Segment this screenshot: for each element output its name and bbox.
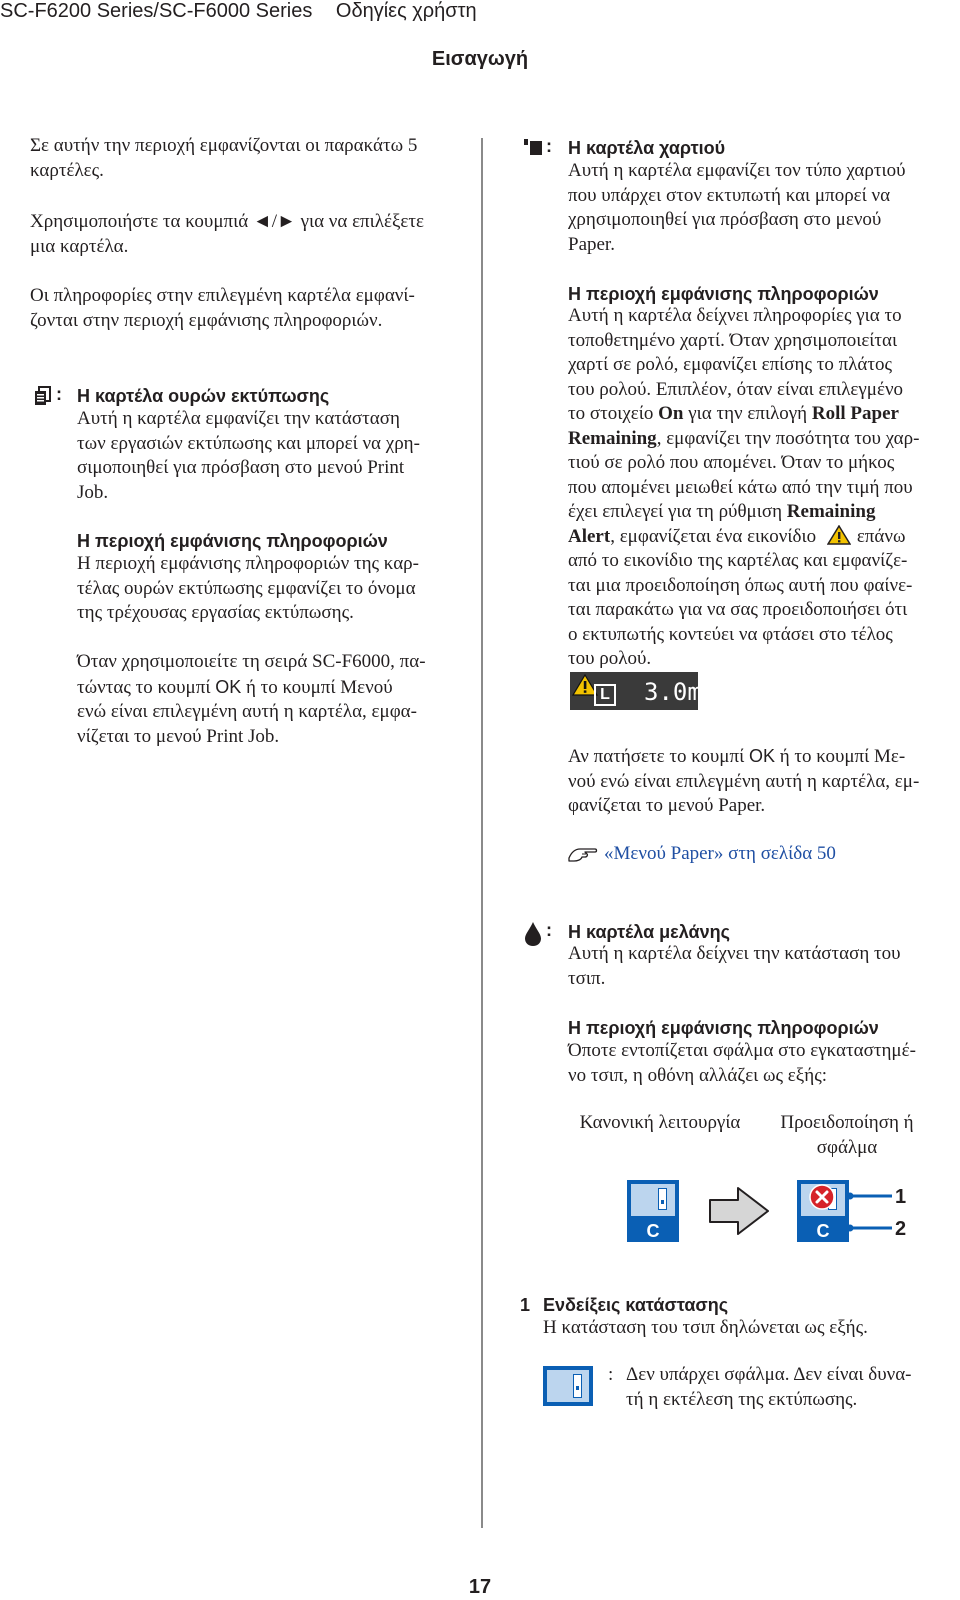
right-arrow-icon bbox=[708, 1186, 770, 1236]
warning-icon bbox=[827, 525, 851, 545]
print-queue-info-title: Η περιοχή εμφάνισης πληροφοριών bbox=[77, 531, 388, 551]
paper-tab-icon bbox=[523, 138, 543, 156]
ink-chip-ok-icon bbox=[543, 1366, 593, 1406]
print-queue-tab-description: Αυτή η καρτέλα εμφανίζει την κατάσταση των εργασιών εκτύπωσης και μπορεί να χρη- σιμοποιηθεί για πρόσβαση στο μενού Print Job. bbox=[77, 408, 420, 503]
roll-letter-badge: L bbox=[594, 684, 616, 706]
item-1-description: Η κατάσταση του τσιπ δηλώνεται ως εξής. bbox=[543, 1317, 868, 1338]
roll-remaining-display bbox=[570, 672, 702, 710]
callout-lines bbox=[846, 1186, 896, 1236]
item-1-number: 1 bbox=[520, 1295, 531, 1315]
ink-chip-normal-icon bbox=[627, 1180, 679, 1242]
print-queue-icon bbox=[34, 386, 52, 406]
print-queue-info-description: Η περιοχή εμφάνισης πληροφοριών της καρ- τέλας ουρών εκτύπωσης εμφανίζει το όνομα της τρέχουσας εργασίας εκτύπωσης. bbox=[77, 553, 419, 623]
callout-number-1: 1 bbox=[895, 1186, 907, 1208]
paper-tab-description: Αυτή η καρτέλα εμφανίζει τον τύπο χαρτιού που υπάρχει στον εκτυπωτή και μπορεί να χρησιμοποιηθεί για πρόσβαση στο μενού Paper. bbox=[568, 160, 906, 255]
colon: : bbox=[546, 136, 552, 156]
series-name: SC-F6200 Series/SC-F6000 Series bbox=[0, 0, 313, 22]
intro-paragraph-3: Οι πληροφορίες στην επιλεγμένη καρτέλα εμφανί- ζονται στην περιοχή εμφάνισης πληροφοριών. bbox=[30, 285, 415, 331]
ink-info-title: Η περιοχή εμφάνισης πληροφοριών bbox=[568, 1018, 879, 1038]
paper-tab-title: Η καρτέλα χαρτιού bbox=[568, 138, 726, 158]
ok-key-label: OK bbox=[748, 746, 775, 766]
paper-info-title: Η περιοχή εμφάνισης πληροφοριών bbox=[568, 284, 879, 304]
guide-name: Οδηγίες χρήστη bbox=[335, 0, 477, 22]
ink-drop-icon bbox=[523, 921, 543, 947]
ink-chip-error-icon bbox=[797, 1180, 849, 1242]
paper-menu-link[interactable]: «Μενού Paper» στη σελίδα 50 bbox=[568, 842, 836, 867]
ok-key-label: OK bbox=[215, 676, 242, 697]
label-warning-or-error: Προειδοποίηση ή σφάλμα bbox=[780, 1112, 914, 1158]
print-queue-tab-title: Η καρτέλα ουρών εκτύπωσης bbox=[77, 386, 330, 406]
ink-info-description: Όποτε εντοπίζεται σφάλμα στο εγκαταστημέ- νο τσιπ, η οθόνη αλλάζει ως εξής: bbox=[568, 1040, 916, 1086]
colon: : bbox=[56, 384, 62, 404]
pointing-hand-icon bbox=[568, 843, 598, 863]
intro-paragraph-2: Χρησιμοποιήστε τα κουμπιά ◄/► για να επιλέξετε μια καρτέλα. bbox=[30, 211, 425, 257]
roll-remaining-value: 3.0m bbox=[644, 678, 702, 706]
status-ok-description: Δεν υπάρχει σφάλμα. Δεν είναι δυνα- τή η εκτέλεση της εκτύπωσης. bbox=[626, 1364, 912, 1410]
section-title: Εισαγωγή bbox=[431, 48, 529, 70]
ink-tab-title: Η καρτέλα μελάνης bbox=[568, 922, 730, 942]
running-header bbox=[0, 0, 495, 23]
print-queue-ok-note: Όταν χρησιμοποιείτε τη σειρά SC-F6000, πα- τώντας το κουμπί OK ή το κουμπί Μενού ενώ είναι επιλεγμένη αυτή η καρτέλα, εμφα- νίζεται το μενού Print Job. bbox=[77, 651, 426, 747]
ink-tab-description: Αυτή η καρτέλα δείχνει την κατάσταση του τσιπ. bbox=[568, 943, 901, 989]
item-1-title: Ενδείξεις κατάστασης bbox=[543, 1295, 729, 1315]
column-divider bbox=[481, 138, 483, 1528]
colon: : bbox=[608, 1364, 614, 1385]
page-number: 17 bbox=[468, 1576, 492, 1598]
paper-info-description: Αυτή η καρτέλα δείχνει πληροφορίες για το τοποθετημένο χαρτί. Όταν χρησιμοποιείται χαρτί σε ρολό, εμφανίζει επίσης το πλάτος του ρολού. Επιπλέον, όταν είναι επιλεγμένο το στοιχείο On για την επιλογή Roll Paper Remaining, εμφανίζει την ποσότητα του χαρ- τιού σε ρολό που απομένει. Όταν το μήκος που απομένει μειωθεί κάτω από την τιμή που έχει επιλεγεί για τη ρύθμιση Remaining Alert, εμφανίζεται ένα εικονίδιο επάνω από το εικονίδιο της καρτέλας και εμφανίζε- ται μια προειδοποίηση όπως αυτή που φαίνε- ται παρακάτω για να σας προειδοποιήσει ότι ο εκτυπωτής κοντεύει να φτάσει στο τέλος του ρολού. bbox=[568, 305, 920, 669]
ink-color-letter: C bbox=[816, 1221, 830, 1241]
paper-ok-note: Αν πατήσετε το κουμπί OK ή το κουμπί Με- νού ενώ είναι επιλεγμένη αυτή η καρτέλα, εμ- φανίζεται το μενού Paper. bbox=[568, 746, 920, 816]
ink-color-letter: C bbox=[646, 1221, 660, 1241]
colon: : bbox=[546, 920, 552, 940]
error-icon bbox=[809, 1184, 835, 1210]
callout-number-2: 2 bbox=[895, 1218, 907, 1240]
intro-paragraph-1: Σε αυτήν την περιοχή εμφανίζονται οι παρακάτω 5 καρτέλες. bbox=[30, 135, 418, 181]
label-normal-operation: Κανονική λειτουργία bbox=[579, 1112, 741, 1133]
